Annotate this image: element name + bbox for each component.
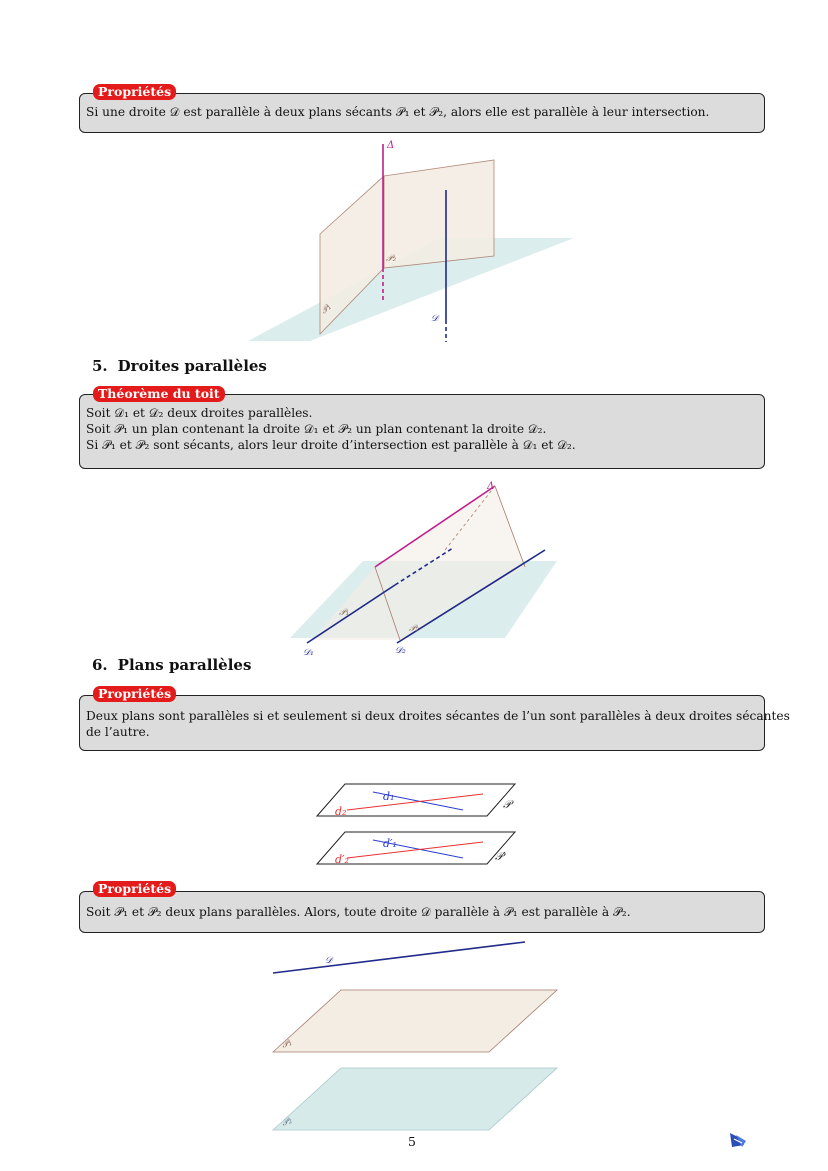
section-number: 6. xyxy=(92,656,108,674)
box-line: Soit 𝒟₁ et 𝒟₂ deux droites parallèles. xyxy=(86,406,313,420)
label-p: 𝒫 xyxy=(503,798,511,811)
label-d2: d₂ xyxy=(335,805,347,818)
label-d2: 𝒟₂ xyxy=(395,646,406,656)
box-line: Deux plans sont parallèles si et seulement si deux droites sécantes de l’un sont parallèles à deux droites sécantes xyxy=(86,709,790,723)
publisher-logo-icon xyxy=(728,1131,748,1149)
section-title xyxy=(92,656,251,674)
plane-p1 xyxy=(273,990,557,1052)
label-d: 𝒟 xyxy=(431,314,439,324)
line-d2-prime xyxy=(347,842,483,858)
theorem-box xyxy=(79,394,765,469)
label-p1: 𝒫₁ xyxy=(319,302,334,317)
theorem-tag: Théorème du toit xyxy=(93,386,225,402)
properties-tag: Propriétés xyxy=(93,881,176,897)
properties-box xyxy=(79,93,765,133)
properties-box xyxy=(79,695,790,751)
label-p2: 𝒫₂ xyxy=(280,1115,294,1129)
box-line: Soit 𝒫₁ un plan contenant la droite 𝒟₁ et 𝒫₂ un plan contenant la droite 𝒟₂. xyxy=(86,422,547,436)
label-p2: 𝒫₂ xyxy=(386,254,397,264)
section-title xyxy=(92,357,267,375)
box-line: Si une droite 𝒟 est parallèle à deux plans sécants 𝒫₁ et 𝒫₂, alors elle est parallèle à leur intersection. xyxy=(86,105,710,119)
section-number: 5. xyxy=(92,357,108,375)
properties-tag: Propriétés xyxy=(93,84,176,100)
label-p2: 𝒫₂ xyxy=(409,624,420,634)
label-d1: 𝒟₁ xyxy=(303,648,314,657)
figure-intersecting-planes xyxy=(240,138,580,346)
box-line: Soit 𝒫₁ et 𝒫₂ deux plans parallèles. Alors, toute droite 𝒟 parallèle à 𝒫₁ est parallèle à 𝒫₂. xyxy=(86,905,631,919)
properties-tag: Propriétés xyxy=(93,686,176,702)
label-p1: 𝒫₁ xyxy=(280,1037,294,1051)
figure-parallel-planes-lines xyxy=(305,780,535,875)
box-line: de l’autre. xyxy=(86,725,150,739)
plane-p2 xyxy=(384,160,494,268)
plane-p2 xyxy=(273,1068,557,1130)
page-number: 5 xyxy=(408,1134,416,1149)
box-line: Si 𝒫₁ et 𝒫₂ sont sécants, alors leur droite d’intersection est parallèle à 𝒟₁ et 𝒟₂. xyxy=(86,438,576,452)
plane-p xyxy=(317,784,515,816)
label-p1: 𝒫₁ xyxy=(339,608,350,618)
label-delta: Δ xyxy=(487,481,495,492)
line-d xyxy=(273,942,525,973)
section-label: Droites parallèles xyxy=(117,357,267,375)
label-p-prime: 𝒫′ xyxy=(495,850,506,863)
figure-roof-theorem xyxy=(285,475,560,657)
label-d1-prime: d′₁ xyxy=(383,837,397,850)
line-d2 xyxy=(347,794,483,810)
section-label: Plans parallèles xyxy=(117,656,252,674)
label-d1: d₁ xyxy=(383,790,395,803)
figure-line-parallel-planes xyxy=(265,938,565,1133)
label-d: 𝒟 xyxy=(325,956,333,966)
label-d2-prime: d′₂ xyxy=(335,853,349,866)
properties-box xyxy=(79,891,765,933)
label-delta: Δ xyxy=(387,140,395,151)
